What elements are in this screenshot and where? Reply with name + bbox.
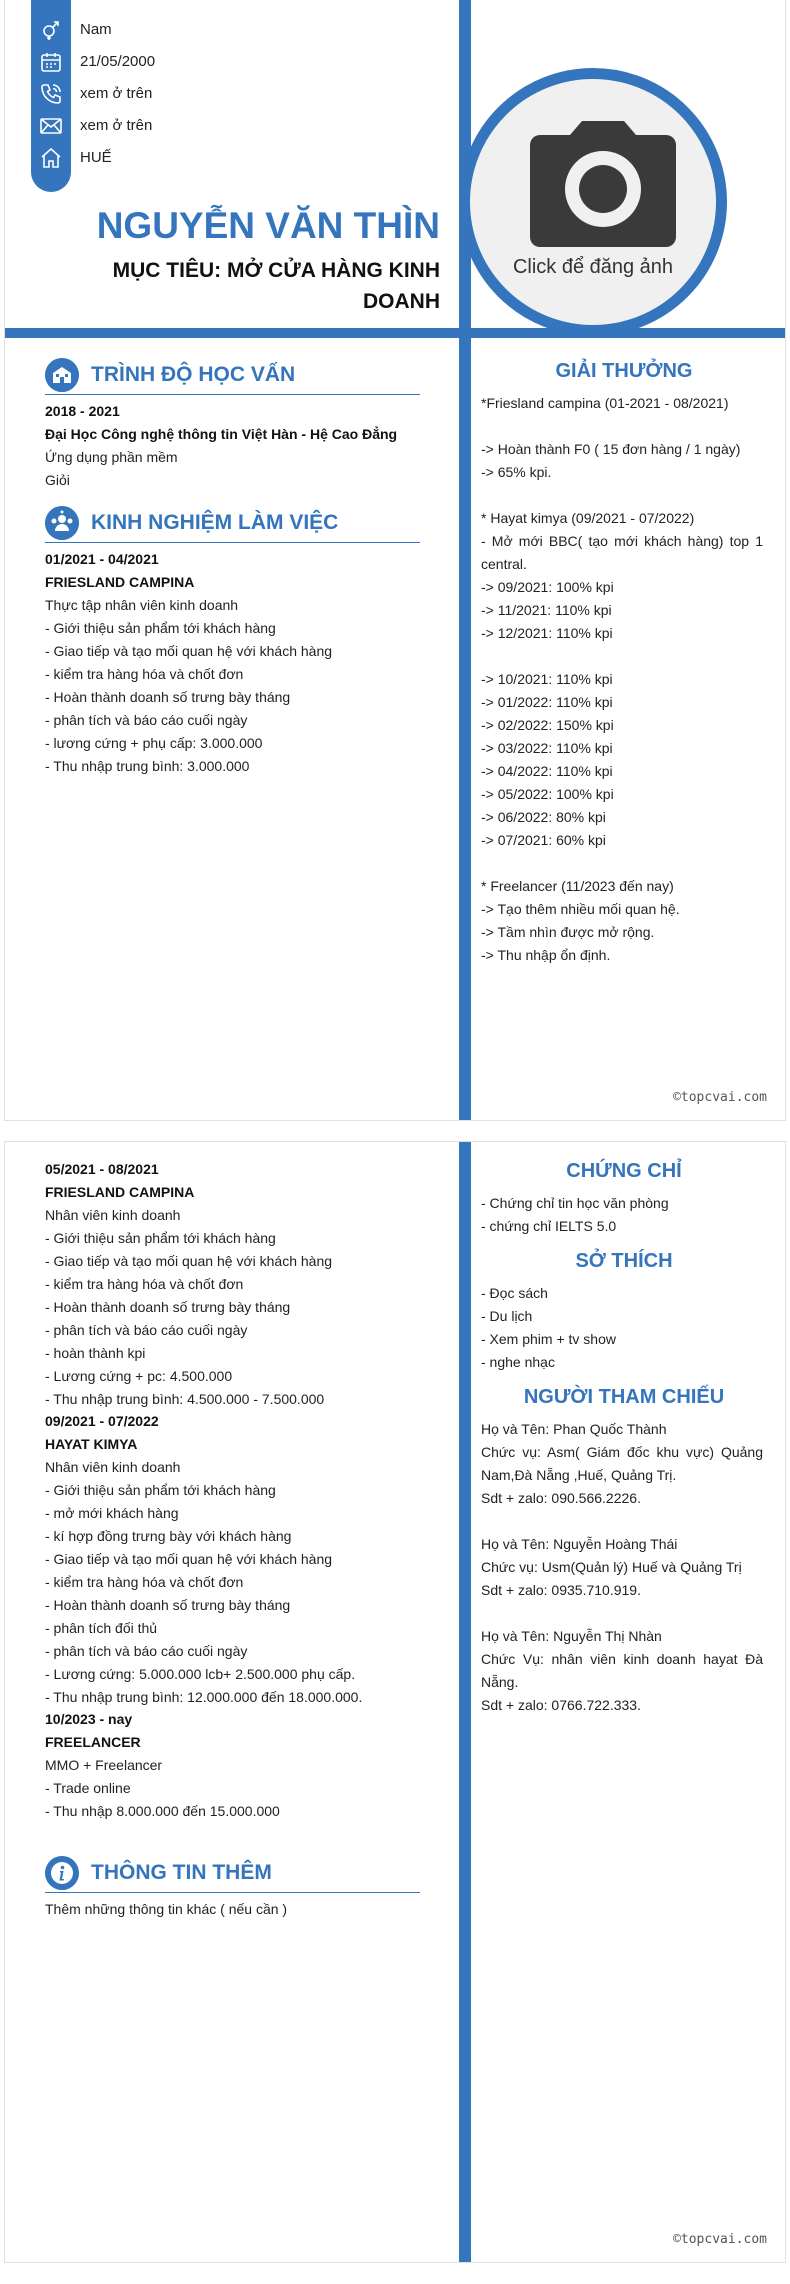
- awards-line: -> 02/2022: 150% kpi: [481, 717, 614, 733]
- blank-line: [481, 1602, 763, 1625]
- awards-line: -> Tầm nhìn được mở rộng.: [481, 924, 655, 940]
- hobby-line: - Đọc sách: [481, 1285, 548, 1301]
- school-icon: [45, 358, 79, 392]
- awards-line: -> Hoàn thành F0 ( 15 đơn hàng / 1 ngày): [481, 441, 741, 457]
- reference-line: Họ và Tên: Nguyễn Thị Nhàn: [481, 1628, 662, 1644]
- job-line: - kí hợp đồng trưng bày với khách hàng: [45, 1528, 292, 1544]
- reference-line: Họ và Tên: Phan Quốc Thành: [481, 1421, 667, 1437]
- references-content[interactable]: [481, 1418, 763, 1717]
- awards-line: -> 01/2022: 110% kpi: [481, 694, 613, 710]
- job-line: - hoàn thành kpi: [45, 1345, 146, 1361]
- home-icon: [39, 146, 63, 170]
- awards-line: - Mở mới BBC( tạo mới khách hàng) top 1 central.: [481, 533, 763, 572]
- calendar-icon: [39, 50, 63, 74]
- certificate-line: - Chứng chỉ tin học văn phòng: [481, 1195, 669, 1211]
- job-line: - Giao tiếp và tạo mối quan hệ với khách hàng: [45, 1551, 333, 1567]
- job-company: FRIESLAND CAMPINA: [45, 574, 195, 590]
- reference-line: Sdt + zalo: 0766.722.333.: [481, 1697, 641, 1713]
- cv-page-2: [5, 1142, 785, 2262]
- phone-text[interactable]: xem ở trên: [80, 85, 153, 102]
- hobbies-content[interactable]: [481, 1282, 763, 1374]
- awards-line: -> Thu nhập ổn định.: [481, 947, 611, 963]
- education-major: Ứng dụng phần mềm: [45, 449, 178, 465]
- team-icon: [45, 506, 79, 540]
- reference-line: Họ và Tên: Nguyễn Hoàng Thái: [481, 1536, 678, 1552]
- education-section-title: [45, 358, 420, 395]
- hobbies-title: SỞ THÍCH: [575, 1250, 673, 1272]
- job-entry[interactable]: [45, 548, 425, 778]
- job-line: Nhân viên kinh doanh: [45, 1459, 181, 1475]
- photo-upload-label: Click để đăng ảnh: [512, 256, 674, 278]
- awards-line: -> Tạo thêm nhiều mối quan hệ.: [481, 901, 680, 917]
- awards-title: GIẢI THƯỞNG: [555, 360, 693, 382]
- awards-line: -> 07/2021: 60% kpi: [481, 832, 606, 848]
- job-line: Thực tập nhân viên kinh doanh: [45, 597, 239, 613]
- awards-line: -> 09/2021: 100% kpi: [481, 579, 614, 595]
- job-line: - Lương cứng + pc: 4.500.000: [45, 1368, 233, 1384]
- awards-line: -> 10/2021: 110% kpi: [481, 671, 613, 687]
- awards-line: -> 12/2021: 110% kpi: [481, 625, 613, 641]
- reference-line: Chức Vụ: nhân viên kinh doanh hayat Đà Nẵng.: [481, 1651, 763, 1690]
- blank-line: [481, 1510, 763, 1533]
- awards-line: -> 05/2022: 100% kpi: [481, 786, 614, 802]
- job-line: - kiểm tra hàng hóa và chốt đơn: [45, 1276, 244, 1292]
- job-company: FRIESLAND CAMPINA: [45, 1184, 195, 1200]
- photo-upload[interactable]: [459, 68, 727, 336]
- education-title: TRÌNH ĐỘ HỌC VẤN: [91, 363, 296, 386]
- job-line: - mở mới khách hàng: [45, 1505, 179, 1521]
- awards-line: -> 65% kpi.: [481, 464, 552, 480]
- job-line: - Hoàn thành doanh số trưng bày tháng: [45, 1597, 291, 1613]
- job-period: 10/2023 - nay: [45, 1711, 133, 1727]
- certificates-title: CHỨNG CHỈ: [566, 1160, 682, 1182]
- education-school: Đại Học Công nghệ thông tin Việt Hàn - Hệ Cao Đẳng: [45, 426, 398, 442]
- job-line: - kiểm tra hàng hóa và chốt đơn: [45, 666, 244, 682]
- job-line: - Hoàn thành doanh số trưng bày tháng: [45, 689, 291, 705]
- awards-line: -> 06/2022: 80% kpi: [481, 809, 606, 825]
- job-period: 09/2021 - 07/2022: [45, 1413, 159, 1429]
- awards-line: * Freelancer (11/2023 đến nay): [481, 878, 674, 894]
- certificate-line: - chứng chỉ IELTS 5.0: [481, 1218, 617, 1234]
- hobby-line: - Du lịch: [481, 1308, 533, 1324]
- job-company: FREELANCER: [45, 1734, 141, 1750]
- camera-icon: [530, 121, 676, 247]
- awards-line: -> 04/2022: 110% kpi: [481, 763, 613, 779]
- email-text[interactable]: xem ở trên: [80, 117, 153, 134]
- reference-line: Sdt + zalo: 0935.710.919.: [481, 1582, 641, 1598]
- phone-icon: [39, 82, 63, 106]
- certificates-content[interactable]: [481, 1192, 763, 1238]
- job-line: - lương cứng + phụ cấp: 3.000.000: [45, 735, 263, 751]
- reference-line: Chức vụ: Usm(Quản lý) Huế và Quảng Trị: [481, 1559, 742, 1575]
- job-line: - Giới thiệu sản phẩm tới khách hàng: [45, 620, 276, 636]
- hobby-line: - Xem phim + tv show: [481, 1331, 616, 1347]
- job-line: - Giao tiếp và tạo mối quan hệ với khách hàng: [45, 643, 333, 659]
- awards-line: * Hayat kimya (09/2021 - 07/2022): [481, 510, 695, 526]
- references-title: NGƯỜI THAM CHIẾU: [523, 1386, 725, 1408]
- job-line: - phân tích và báo cáo cuối ngày: [45, 1643, 248, 1659]
- blank-line: [481, 484, 763, 507]
- job-line: - Giao tiếp và tạo mối quan hệ với khách hàng: [45, 1253, 333, 1269]
- reference-line: Chức vụ: Asm( Giám đốc khu vực) Quảng Nam,Đà Nẵng ,Huế, Quảng Trị.: [481, 1444, 763, 1483]
- candidate-name[interactable]: NGUYỄN VĂN THÌN: [96, 205, 440, 246]
- education-grade: Giỏi: [45, 472, 70, 488]
- job-line: - Thu nhập trung bình: 12.000.000 đến 18.000.000.: [45, 1689, 363, 1705]
- gender-text[interactable]: Nam: [80, 21, 112, 38]
- hobby-line: - nghe nhạc: [481, 1354, 555, 1370]
- extra-text[interactable]: Thêm những thông tin khác ( nếu cần ): [45, 1901, 288, 1917]
- job-line: - Giới thiệu sản phẩm tới khách hàng: [45, 1482, 276, 1498]
- blank-line: [481, 645, 763, 668]
- job-company: HAYAT KIMYA: [45, 1436, 138, 1452]
- gender-icon: [39, 18, 63, 42]
- blank-line: [481, 852, 763, 875]
- job-line: - phân tích đối thủ: [45, 1620, 158, 1636]
- job-line: - Thu nhập trung bình: 3.000.000: [45, 758, 250, 774]
- job-line: - Trade online: [45, 1780, 131, 1796]
- awards-line: *Friesland campina (01-2021 - 08/2021): [481, 395, 729, 411]
- birthdate-text[interactable]: 21/05/2000: [80, 53, 156, 70]
- education-entry[interactable]: [45, 400, 425, 492]
- job-line: MMO + Freelancer: [45, 1757, 163, 1773]
- job-period: 05/2021 - 08/2021: [45, 1161, 159, 1177]
- job-line: - phân tích và báo cáo cuối ngày: [45, 712, 248, 728]
- experience-title: KINH NGHIỆM LÀM VIỆC: [91, 511, 339, 534]
- job-line: - phân tích và báo cáo cuối ngày: [45, 1322, 248, 1338]
- job-entry[interactable]: [45, 1158, 425, 1411]
- blank-line: [481, 415, 763, 438]
- cv-page-1: [5, 0, 785, 1120]
- job-period: 01/2021 - 04/2021: [45, 551, 159, 567]
- experience-section-title: [45, 506, 420, 543]
- personal-info-bar: [31, 0, 71, 192]
- job-line: Nhân viên kinh doanh: [45, 1207, 181, 1223]
- email-icon: [39, 114, 63, 138]
- awards-line: -> 11/2021: 110% kpi: [481, 602, 612, 618]
- job-line: - kiểm tra hàng hóa và chốt đơn: [45, 1574, 244, 1590]
- education-years: 2018 - 2021: [45, 403, 120, 419]
- awards-line: -> 03/2022: 110% kpi: [481, 740, 613, 756]
- job-entry[interactable]: [45, 1410, 425, 1709]
- header-divider: [5, 328, 785, 338]
- watermark: ©topcvai.com: [673, 1090, 767, 1105]
- job-line: - Giới thiệu sản phẩm tới khách hàng: [45, 1230, 276, 1246]
- career-objective[interactable]: MỤC TIÊU: MỞ CỬA HÀNG KINH DOANH: [112, 259, 440, 313]
- vertical-divider: [459, 1142, 471, 2262]
- job-entry[interactable]: [45, 1708, 425, 1823]
- reference-line: Sdt + zalo: 090.566.2226.: [481, 1490, 641, 1506]
- extra-section-title: [45, 1856, 420, 1893]
- job-line: - Lương cứng: 5.000.000 lcb+ 2.500.000 phụ cấp.: [45, 1666, 356, 1682]
- job-line: - Thu nhập trung bình: 4.500.000 - 7.500.000: [45, 1391, 325, 1407]
- job-line: - Thu nhập 8.000.000 đến 15.000.000: [45, 1803, 280, 1819]
- job-line: - Hoàn thành doanh số trưng bày tháng: [45, 1299, 291, 1315]
- address-text[interactable]: HUẾ: [80, 149, 112, 166]
- info-icon: [45, 1856, 79, 1890]
- extra-title: THÔNG TIN THÊM: [91, 1861, 272, 1884]
- watermark: ©topcvai.com: [673, 2232, 767, 2247]
- awards-content[interactable]: [481, 392, 763, 967]
